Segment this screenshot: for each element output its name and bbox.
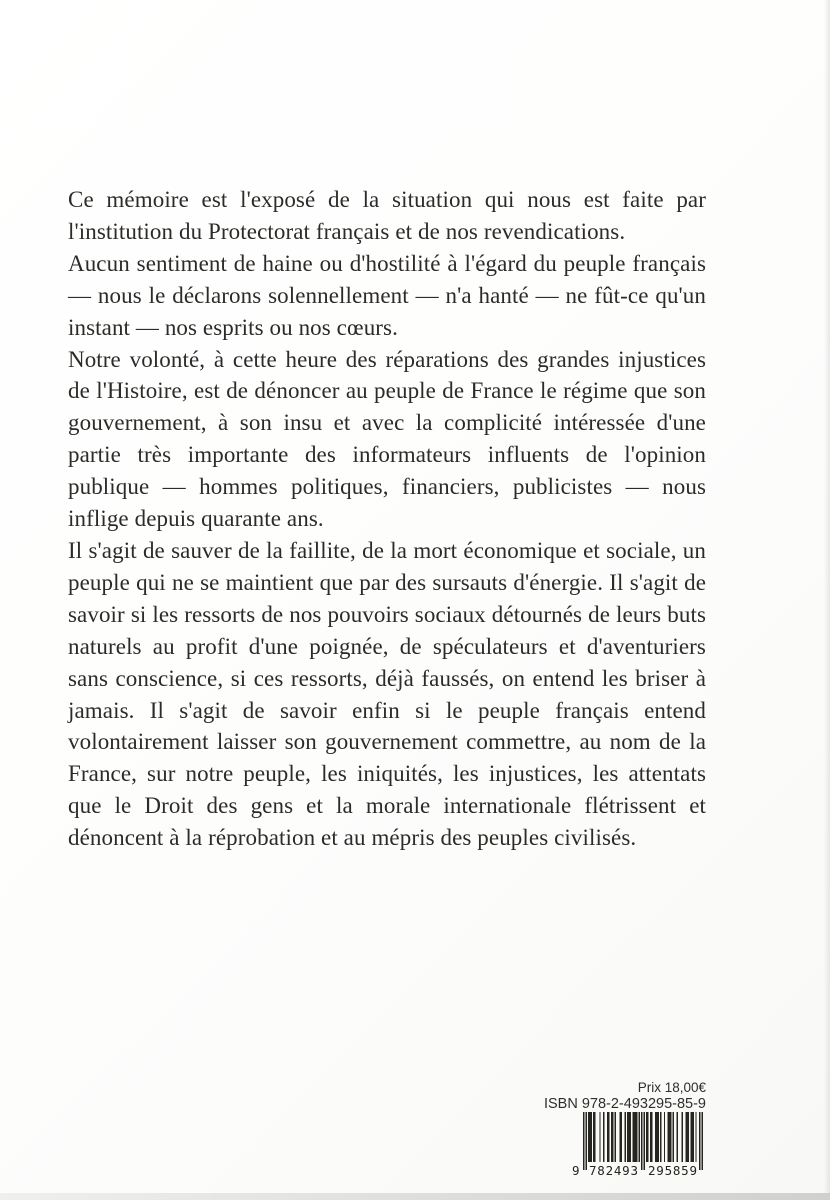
isbn-label: ISBN 978-2-493295-85-9 [543, 1096, 706, 1112]
body-paragraph: Il s'agit de sauver de la faillite, de la mort économique et sociale, un peuple qui ne se maintient que par des sursauts d'énergie. Il s'agit de savoir si les ressorts de nos pouvoirs sociaux détournés de leurs buts naturels au profit d'une poignée, de spéculateurs et d'aventuriers sans conscience, si ces ressorts, déjà faussés, on entend les briser à jamais. Il s'agit de savoir enfin si le peuple français entend volontairement laisser son gouvernement commettre, au nom de la France, sur notre peuple, les iniquités, les injustices, les attentats que le Droit des gens et la morale internationale flétrissent et dénoncent à la réprobation et au mépris des peuples civilisés. [68, 537, 706, 851]
barcode-digits-right: 295859 [648, 1163, 697, 1178]
body-paragraph: Notre volonté, à cette heure des réparations des grandes injustices de l'Histoire, est de dénoncer au peuple de France le régime que son gouvernement, à son insu et avec la complicité intéressée d'une partie très importante des informateurs influents de l'opinion publique — hommes politiques, financiers, publicistes — nous inflige depuis quarante ans. [68, 346, 706, 532]
ean13-barcode [571, 1112, 704, 1178]
price-label: Prix 18,00€ [637, 1080, 706, 1095]
ean13-barcode-svg [571, 1112, 704, 1178]
body-paragraph: Ce mémoire est l'exposé de la situation qui nous est faite par l'institution du Protectorat français et de nos revendications. [68, 187, 706, 244]
book-right-edge [824, 0, 830, 1200]
barcode-digit-lead: 9 [572, 1163, 580, 1178]
barcode-digits-left: 782493 [589, 1163, 638, 1178]
body-paragraph: Aucun sentiment de haine ou d'hostilité à l'égard du peuple français — nous le déclarons solennellement — n'a hanté — ne fût-ce qu'un instant — nos esprits ou nos cœurs. [68, 250, 706, 340]
book-bottom-edge [0, 1193, 830, 1200]
back-cover-text [68, 184, 706, 854]
commerce-block [506, 1079, 706, 1113]
